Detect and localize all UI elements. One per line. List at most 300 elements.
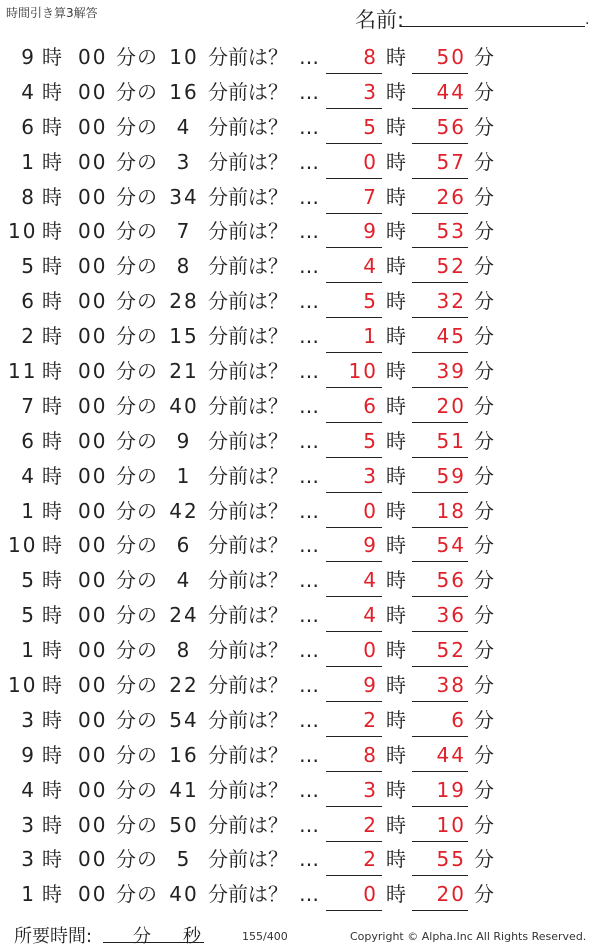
hour-unit: 時 bbox=[42, 393, 62, 418]
minute-unit: 分 bbox=[116, 638, 136, 663]
answer-hour: 1 bbox=[363, 324, 378, 349]
answer-minute-line bbox=[412, 213, 468, 214]
answer-hour: 4 bbox=[363, 254, 378, 279]
hour-unit: 時 bbox=[42, 812, 62, 837]
hour-unit: 時 bbox=[42, 603, 62, 628]
start-hour: 1 bbox=[21, 638, 36, 663]
minute-unit: 分 bbox=[116, 707, 136, 732]
start-hour: 3 bbox=[21, 707, 36, 732]
problem-row bbox=[0, 633, 600, 668]
answer-hour-unit: 時 bbox=[386, 393, 406, 418]
particle-no: の bbox=[137, 777, 157, 802]
question-text: 分前は？ bbox=[208, 463, 288, 488]
hour-unit: 時 bbox=[42, 707, 62, 732]
hour-unit: 時 bbox=[42, 289, 62, 314]
start-minute: 00 bbox=[78, 603, 108, 628]
answer-minute-line bbox=[412, 143, 468, 144]
answer-minute-unit: 分 bbox=[474, 254, 494, 279]
answer-minute-unit: 分 bbox=[474, 777, 494, 802]
answer-minute: 44 bbox=[436, 79, 466, 104]
problem-row bbox=[0, 284, 600, 319]
hour-unit: 時 bbox=[42, 149, 62, 174]
question-text: 分前は？ bbox=[208, 289, 288, 314]
answer-minute-line bbox=[412, 178, 468, 179]
hour-unit: 時 bbox=[42, 254, 62, 279]
answer-hour-unit: 時 bbox=[386, 324, 406, 349]
answer-minute-line bbox=[412, 247, 468, 248]
answer-minute-line bbox=[412, 492, 468, 493]
hour-unit: 時 bbox=[42, 847, 62, 872]
name-field-line bbox=[400, 26, 585, 27]
answer-minute-line bbox=[412, 596, 468, 597]
answer-hour-unit: 時 bbox=[386, 882, 406, 907]
start-hour: 1 bbox=[21, 882, 36, 907]
start-minute: 00 bbox=[78, 45, 108, 69]
name-label: 名前: bbox=[355, 8, 405, 32]
answer-hour: 3 bbox=[363, 463, 378, 488]
answer-minute-unit: 分 bbox=[474, 219, 494, 244]
start-minute: 00 bbox=[78, 777, 108, 802]
start-minute: 00 bbox=[78, 428, 108, 453]
worksheet-title: 時間引き算3解答 bbox=[6, 6, 98, 20]
answer-hour-unit: 時 bbox=[386, 463, 406, 488]
answer-hour: 5 bbox=[363, 428, 378, 453]
start-hour: 6 bbox=[21, 114, 36, 139]
answer-hour-line bbox=[326, 910, 382, 911]
answer-hour: 7 bbox=[363, 184, 378, 209]
subtract-minutes: 8 bbox=[176, 254, 192, 279]
particle-no: の bbox=[137, 393, 157, 418]
minute-unit: 分 bbox=[116, 149, 136, 174]
minute-unit: 分 bbox=[116, 289, 136, 314]
minute-unit: 分 bbox=[116, 777, 136, 802]
answer-minute: 53 bbox=[436, 219, 466, 244]
answer-hour-line bbox=[326, 108, 382, 109]
start-minute: 00 bbox=[78, 114, 108, 139]
answer-minute: 52 bbox=[436, 638, 466, 663]
start-hour: 10 bbox=[8, 673, 38, 698]
answer-hour-line bbox=[326, 422, 382, 423]
hour-unit: 時 bbox=[42, 324, 62, 349]
answer-minute-unit: 分 bbox=[474, 149, 494, 174]
answer-minute: 51 bbox=[436, 428, 466, 453]
problem-row bbox=[0, 389, 600, 424]
answer-hour-line bbox=[326, 247, 382, 248]
problem-row bbox=[0, 424, 600, 459]
required-time-label: 所要時間: bbox=[14, 926, 93, 947]
question-text: 分前は？ bbox=[208, 79, 288, 104]
start-minute: 00 bbox=[78, 79, 108, 104]
hour-unit: 時 bbox=[42, 428, 62, 453]
hour-unit: 時 bbox=[42, 882, 62, 907]
particle-no: の bbox=[137, 428, 157, 453]
answer-minute-unit: 分 bbox=[474, 847, 494, 872]
minute-unit: 分 bbox=[116, 533, 136, 558]
answer-hour: 8 bbox=[363, 742, 378, 767]
particle-no: の bbox=[137, 463, 157, 488]
ellipsis: … bbox=[299, 463, 319, 488]
hour-unit: 時 bbox=[42, 79, 62, 104]
minute-unit: 分 bbox=[116, 568, 136, 593]
answer-minute: 18 bbox=[436, 498, 466, 523]
problem-row bbox=[0, 563, 600, 598]
answer-minute-unit: 分 bbox=[474, 463, 494, 488]
answer-hour-unit: 時 bbox=[386, 219, 406, 244]
subtract-minutes: 3 bbox=[176, 149, 192, 174]
answer-hour-line bbox=[326, 841, 382, 842]
problem-row bbox=[0, 110, 600, 145]
answer-minute-unit: 分 bbox=[474, 638, 494, 663]
answer-minute-line bbox=[412, 387, 468, 388]
start-minute: 00 bbox=[78, 533, 108, 558]
answer-minute: 26 bbox=[436, 184, 466, 209]
answer-minute-unit: 分 bbox=[474, 289, 494, 314]
hour-unit: 時 bbox=[42, 638, 62, 663]
minute-unit: 分 bbox=[116, 359, 136, 384]
ellipsis: … bbox=[299, 498, 319, 523]
answer-minute: 50 bbox=[436, 45, 466, 69]
ellipsis: … bbox=[299, 45, 319, 69]
hour-unit: 時 bbox=[42, 673, 62, 698]
answer-hour-line bbox=[326, 73, 382, 74]
problem-row bbox=[0, 459, 600, 494]
answer-hour: 2 bbox=[363, 847, 378, 872]
hour-unit: 時 bbox=[42, 114, 62, 139]
minute-unit: 分 bbox=[116, 184, 136, 209]
answer-hour: 3 bbox=[363, 777, 378, 802]
start-hour: 5 bbox=[21, 254, 36, 279]
answer-minute: 56 bbox=[436, 114, 466, 139]
answer-hour-line bbox=[326, 143, 382, 144]
particle-no: の bbox=[137, 114, 157, 139]
answer-minute-unit: 分 bbox=[474, 359, 494, 384]
particle-no: の bbox=[137, 603, 157, 628]
answer-minute-line bbox=[412, 875, 468, 876]
start-hour: 10 bbox=[8, 219, 38, 244]
question-text: 分前は？ bbox=[208, 359, 288, 384]
question-text: 分前は？ bbox=[208, 184, 288, 209]
problem-row bbox=[0, 842, 600, 877]
subtract-minutes: 34 bbox=[169, 184, 199, 209]
start-hour: 11 bbox=[8, 359, 38, 384]
subtract-minutes: 8 bbox=[176, 638, 192, 663]
problem-row bbox=[0, 354, 600, 389]
answer-minute-unit: 分 bbox=[474, 114, 494, 139]
answer-minute-unit: 分 bbox=[474, 603, 494, 628]
particle-no: の bbox=[137, 533, 157, 558]
required-seconds-unit: 秒 bbox=[183, 926, 201, 947]
answer-minute-unit: 分 bbox=[474, 812, 494, 837]
subtract-minutes: 22 bbox=[169, 673, 199, 698]
ellipsis: … bbox=[299, 114, 319, 139]
particle-no: の bbox=[137, 45, 157, 69]
minute-unit: 分 bbox=[116, 79, 136, 104]
particle-no: の bbox=[137, 498, 157, 523]
subtract-minutes: 4 bbox=[176, 568, 192, 593]
copyright-text: Copyright © Alpha.Inc All Rights Reserved. bbox=[350, 930, 587, 943]
answer-hour: 3 bbox=[363, 79, 378, 104]
minute-unit: 分 bbox=[116, 812, 136, 837]
particle-no: の bbox=[137, 882, 157, 907]
particle-no: の bbox=[137, 184, 157, 209]
answer-hour: 5 bbox=[363, 289, 378, 314]
answer-minute: 54 bbox=[436, 533, 466, 558]
minute-unit: 分 bbox=[116, 324, 136, 349]
particle-no: の bbox=[137, 359, 157, 384]
question-text: 分前は？ bbox=[208, 847, 288, 872]
answer-minute-line bbox=[412, 317, 468, 318]
answer-minute-line bbox=[412, 736, 468, 737]
subtract-minutes: 21 bbox=[169, 359, 199, 384]
start-minute: 00 bbox=[78, 254, 108, 279]
start-minute: 00 bbox=[78, 393, 108, 418]
question-text: 分前は？ bbox=[208, 498, 288, 523]
hour-unit: 時 bbox=[42, 219, 62, 244]
minute-unit: 分 bbox=[116, 219, 136, 244]
answer-minute: 20 bbox=[436, 393, 466, 418]
ellipsis: … bbox=[299, 847, 319, 872]
answer-minute-unit: 分 bbox=[474, 393, 494, 418]
answer-minute: 36 bbox=[436, 603, 466, 628]
answer-minute: 6 bbox=[451, 707, 466, 732]
answer-hour-line bbox=[326, 701, 382, 702]
subtract-minutes: 16 bbox=[169, 742, 199, 767]
question-text: 分前は？ bbox=[208, 254, 288, 279]
problem-list bbox=[0, 40, 600, 912]
ellipsis: … bbox=[299, 393, 319, 418]
answer-minute-line bbox=[412, 631, 468, 632]
answer-hour: 0 bbox=[363, 149, 378, 174]
start-minute: 00 bbox=[78, 638, 108, 663]
ellipsis: … bbox=[299, 777, 319, 802]
question-text: 分前は？ bbox=[208, 777, 288, 802]
answer-minute: 55 bbox=[436, 847, 466, 872]
answer-minute: 59 bbox=[436, 463, 466, 488]
start-minute: 00 bbox=[78, 359, 108, 384]
answer-hour-unit: 時 bbox=[386, 638, 406, 663]
start-minute: 00 bbox=[78, 289, 108, 314]
hour-unit: 時 bbox=[42, 498, 62, 523]
subtract-minutes: 9 bbox=[176, 428, 192, 453]
problem-row bbox=[0, 40, 600, 75]
question-text: 分前は？ bbox=[208, 812, 288, 837]
answer-hour-unit: 時 bbox=[386, 359, 406, 384]
question-text: 分前は？ bbox=[208, 568, 288, 593]
subtract-minutes: 54 bbox=[169, 707, 199, 732]
answer-minute: 38 bbox=[436, 673, 466, 698]
answer-minute-unit: 分 bbox=[474, 533, 494, 558]
particle-no: の bbox=[137, 812, 157, 837]
hour-unit: 時 bbox=[42, 568, 62, 593]
problem-row bbox=[0, 668, 600, 703]
answer-hour-unit: 時 bbox=[386, 289, 406, 314]
answer-hour-line bbox=[326, 771, 382, 772]
answer-minute-line bbox=[412, 841, 468, 842]
ellipsis: … bbox=[299, 812, 319, 837]
particle-no: の bbox=[137, 289, 157, 314]
ellipsis: … bbox=[299, 428, 319, 453]
question-text: 分前は？ bbox=[208, 324, 288, 349]
answer-hour-unit: 時 bbox=[386, 533, 406, 558]
answer-minute-line bbox=[412, 666, 468, 667]
answer-hour: 8 bbox=[363, 45, 378, 69]
start-hour: 2 bbox=[21, 324, 36, 349]
hour-unit: 時 bbox=[42, 533, 62, 558]
question-text: 分前は？ bbox=[208, 219, 288, 244]
minute-unit: 分 bbox=[116, 393, 136, 418]
start-hour: 8 bbox=[21, 184, 36, 209]
subtract-minutes: 42 bbox=[169, 498, 199, 523]
particle-no: の bbox=[137, 742, 157, 767]
minute-unit: 分 bbox=[116, 882, 136, 907]
answer-hour-line bbox=[326, 282, 382, 283]
answer-minute-line bbox=[412, 108, 468, 109]
minute-unit: 分 bbox=[116, 114, 136, 139]
answer-hour-unit: 時 bbox=[386, 254, 406, 279]
subtract-minutes: 28 bbox=[169, 289, 199, 314]
start-minute: 00 bbox=[78, 742, 108, 767]
question-text: 分前は？ bbox=[208, 673, 288, 698]
answer-minute-unit: 分 bbox=[474, 707, 494, 732]
minute-unit: 分 bbox=[116, 603, 136, 628]
answer-hour-unit: 時 bbox=[386, 847, 406, 872]
start-hour: 1 bbox=[21, 498, 36, 523]
start-minute: 00 bbox=[78, 707, 108, 732]
answer-minute: 56 bbox=[436, 568, 466, 593]
answer-minute-unit: 分 bbox=[474, 498, 494, 523]
start-hour: 6 bbox=[21, 289, 36, 314]
answer-minute: 32 bbox=[436, 289, 466, 314]
answer-minute: 10 bbox=[436, 812, 466, 837]
subtract-minutes: 40 bbox=[169, 393, 199, 418]
answer-hour-unit: 時 bbox=[386, 428, 406, 453]
problem-row bbox=[0, 180, 600, 215]
subtract-minutes: 6 bbox=[176, 533, 192, 558]
start-minute: 00 bbox=[78, 882, 108, 907]
problem-row bbox=[0, 703, 600, 738]
page-number: 155/400 bbox=[242, 930, 288, 943]
answer-hour: 0 bbox=[363, 638, 378, 663]
start-hour: 1 bbox=[21, 149, 36, 174]
answer-minute-unit: 分 bbox=[474, 428, 494, 453]
answer-minute-line bbox=[412, 457, 468, 458]
answer-minute-line bbox=[412, 771, 468, 772]
start-hour: 9 bbox=[21, 742, 36, 767]
start-minute: 00 bbox=[78, 219, 108, 244]
particle-no: の bbox=[137, 847, 157, 872]
ellipsis: … bbox=[299, 324, 319, 349]
start-minute: 00 bbox=[78, 498, 108, 523]
answer-minute-line bbox=[412, 352, 468, 353]
question-text: 分前は？ bbox=[208, 393, 288, 418]
start-minute: 00 bbox=[78, 568, 108, 593]
answer-hour-unit: 時 bbox=[386, 742, 406, 767]
ellipsis: … bbox=[299, 219, 319, 244]
question-text: 分前は？ bbox=[208, 603, 288, 628]
subtract-minutes: 40 bbox=[169, 882, 199, 907]
answer-hour-line bbox=[326, 527, 382, 528]
start-minute: 00 bbox=[78, 847, 108, 872]
answer-hour: 4 bbox=[363, 603, 378, 628]
hour-unit: 時 bbox=[42, 184, 62, 209]
answer-minute: 45 bbox=[436, 324, 466, 349]
answer-hour-line bbox=[326, 666, 382, 667]
minute-unit: 分 bbox=[116, 45, 136, 69]
answer-hour: 0 bbox=[363, 498, 378, 523]
particle-no: の bbox=[137, 673, 157, 698]
start-hour: 5 bbox=[21, 568, 36, 593]
required-minutes-unit: 分 bbox=[133, 926, 151, 947]
question-text: 分前は？ bbox=[208, 428, 288, 453]
answer-hour-line bbox=[326, 631, 382, 632]
minute-unit: 分 bbox=[116, 463, 136, 488]
question-text: 分前は？ bbox=[208, 114, 288, 139]
start-hour: 4 bbox=[21, 79, 36, 104]
minute-unit: 分 bbox=[116, 428, 136, 453]
answer-hour-unit: 時 bbox=[386, 45, 406, 69]
answer-minute-line bbox=[412, 806, 468, 807]
question-text: 分前は？ bbox=[208, 707, 288, 732]
answer-hour-line bbox=[326, 561, 382, 562]
answer-minute-unit: 分 bbox=[474, 45, 494, 69]
answer-minute-unit: 分 bbox=[474, 79, 494, 104]
ellipsis: … bbox=[299, 149, 319, 174]
answer-hour-unit: 時 bbox=[386, 777, 406, 802]
minute-unit: 分 bbox=[116, 847, 136, 872]
subtract-minutes: 7 bbox=[176, 219, 192, 244]
answer-hour-unit: 時 bbox=[386, 673, 406, 698]
ellipsis: … bbox=[299, 254, 319, 279]
answer-hour-unit: 時 bbox=[386, 498, 406, 523]
ellipsis: … bbox=[299, 359, 319, 384]
answer-hour-unit: 時 bbox=[386, 812, 406, 837]
answer-hour-line bbox=[326, 806, 382, 807]
subtract-minutes: 50 bbox=[169, 812, 199, 837]
answer-hour-unit: 時 bbox=[386, 114, 406, 139]
subtract-minutes: 41 bbox=[169, 777, 199, 802]
answer-hour: 0 bbox=[363, 882, 378, 907]
answer-minute-line bbox=[412, 422, 468, 423]
answer-minute: 44 bbox=[436, 742, 466, 767]
answer-minute-line bbox=[412, 73, 468, 74]
problem-row bbox=[0, 75, 600, 110]
answer-minute: 20 bbox=[436, 882, 466, 907]
answer-minute-unit: 分 bbox=[474, 882, 494, 907]
problem-row bbox=[0, 738, 600, 773]
name-field-end: . bbox=[585, 12, 590, 28]
start-hour: 9 bbox=[21, 45, 36, 69]
answer-minute-unit: 分 bbox=[474, 324, 494, 349]
answer-minute-unit: 分 bbox=[474, 742, 494, 767]
ellipsis: … bbox=[299, 707, 319, 732]
answer-hour-line bbox=[326, 875, 382, 876]
answer-hour-line bbox=[326, 317, 382, 318]
hour-unit: 時 bbox=[42, 45, 62, 69]
subtract-minutes: 24 bbox=[169, 603, 199, 628]
start-hour: 3 bbox=[21, 812, 36, 837]
particle-no: の bbox=[137, 254, 157, 279]
answer-minute: 57 bbox=[436, 149, 466, 174]
start-hour: 4 bbox=[21, 463, 36, 488]
start-hour: 7 bbox=[21, 393, 36, 418]
answer-hour-unit: 時 bbox=[386, 184, 406, 209]
particle-no: の bbox=[137, 79, 157, 104]
start-minute: 00 bbox=[78, 324, 108, 349]
ellipsis: … bbox=[299, 289, 319, 314]
question-text: 分前は？ bbox=[208, 742, 288, 767]
question-text: 分前は？ bbox=[208, 149, 288, 174]
answer-minute: 39 bbox=[436, 359, 466, 384]
